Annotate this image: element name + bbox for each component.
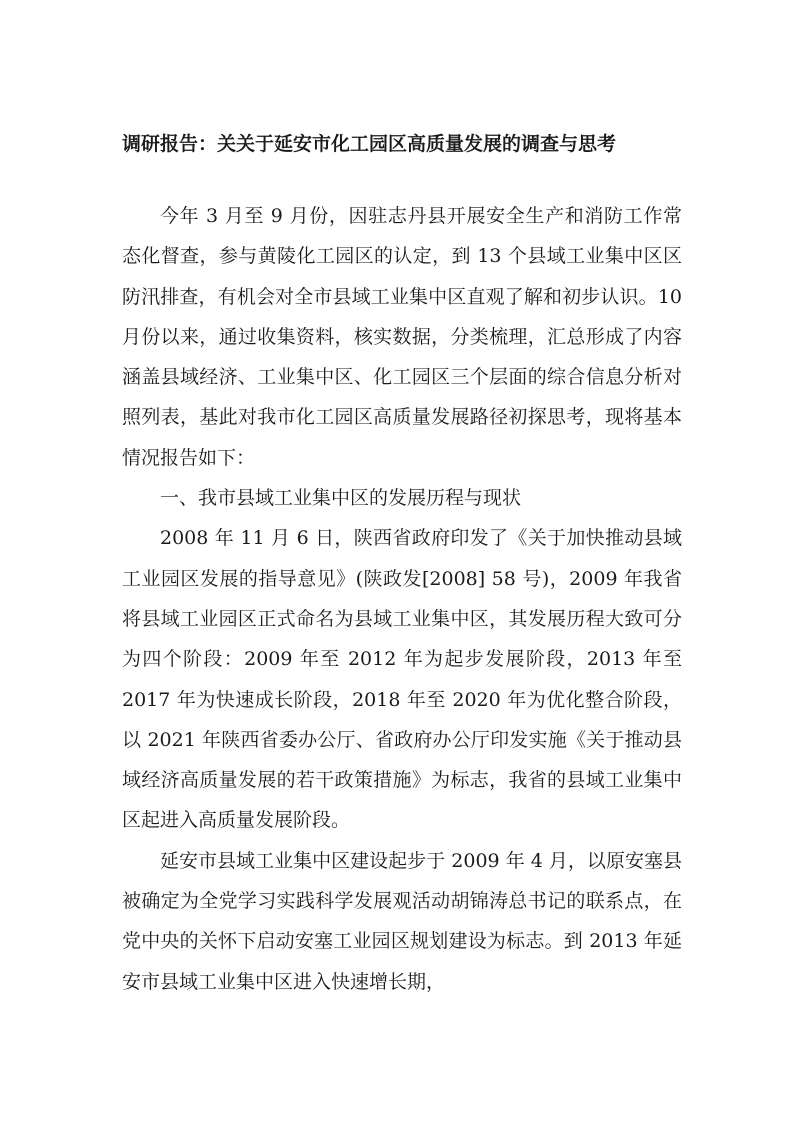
- section-heading: 一、我市县域工业集中区的发展历程与现状: [160, 487, 522, 510]
- document-body: [122, 126, 682, 1002]
- paragraph-yanan: 延安市县域工业集中区建设起步于 2009 年 4 月，以原安塞县被确定为全党学习实践科学发展观活动胡锦涛总书记的联系点，在党中央的关怀下启动安塞工业园区规划建设为标志。到 2013 年延安市县域工业集中区进入快速增长期，: [122, 849, 682, 993]
- document-title: 调研报告：关关于延安市化工园区高质量发展的调查与思考: [122, 133, 617, 155]
- paragraph-history: 2008 年 11 月 6 日，陕西省政府印发了《关于加快推动县域工业园区发展的指导意见》(陕政发[2008] 58 号)，2009 年我省将县域工业园区正式命名为县域工业集中区，其发展历程大致可分为四个阶段：2009 年至 2012 年为起步发展阶段，2013 年至 2017 年为快速成长阶段，2018 年至 2020 年为优化整合阶段，以 2021 年陕西省委办公厅、省政府办公厅印发实施《关于推动县域经济高质量发展的若干政策措施》为标志，我省的县域工业集中区起进入高质量发展阶段。: [122, 527, 682, 832]
- paragraph-intro: 今年 3 月至 9 月份，因驻志丹县开展安全生产和消防工作常态化督查，参与黄陵化工园区的认定，到 13 个县域工业集中区区防汛排查，有机会对全市县域工业集中区直观了解和初步认识。10 月份以来，通过收集资料，核实数据，分类梳理，汇总形成了内容涵盖县域经济、工业集中区、化工园区三个层面的综合信息分析对照列表，基此对我市化工园区高质量发展路径初探思考，现将基本情况报告如下：: [122, 205, 682, 469]
